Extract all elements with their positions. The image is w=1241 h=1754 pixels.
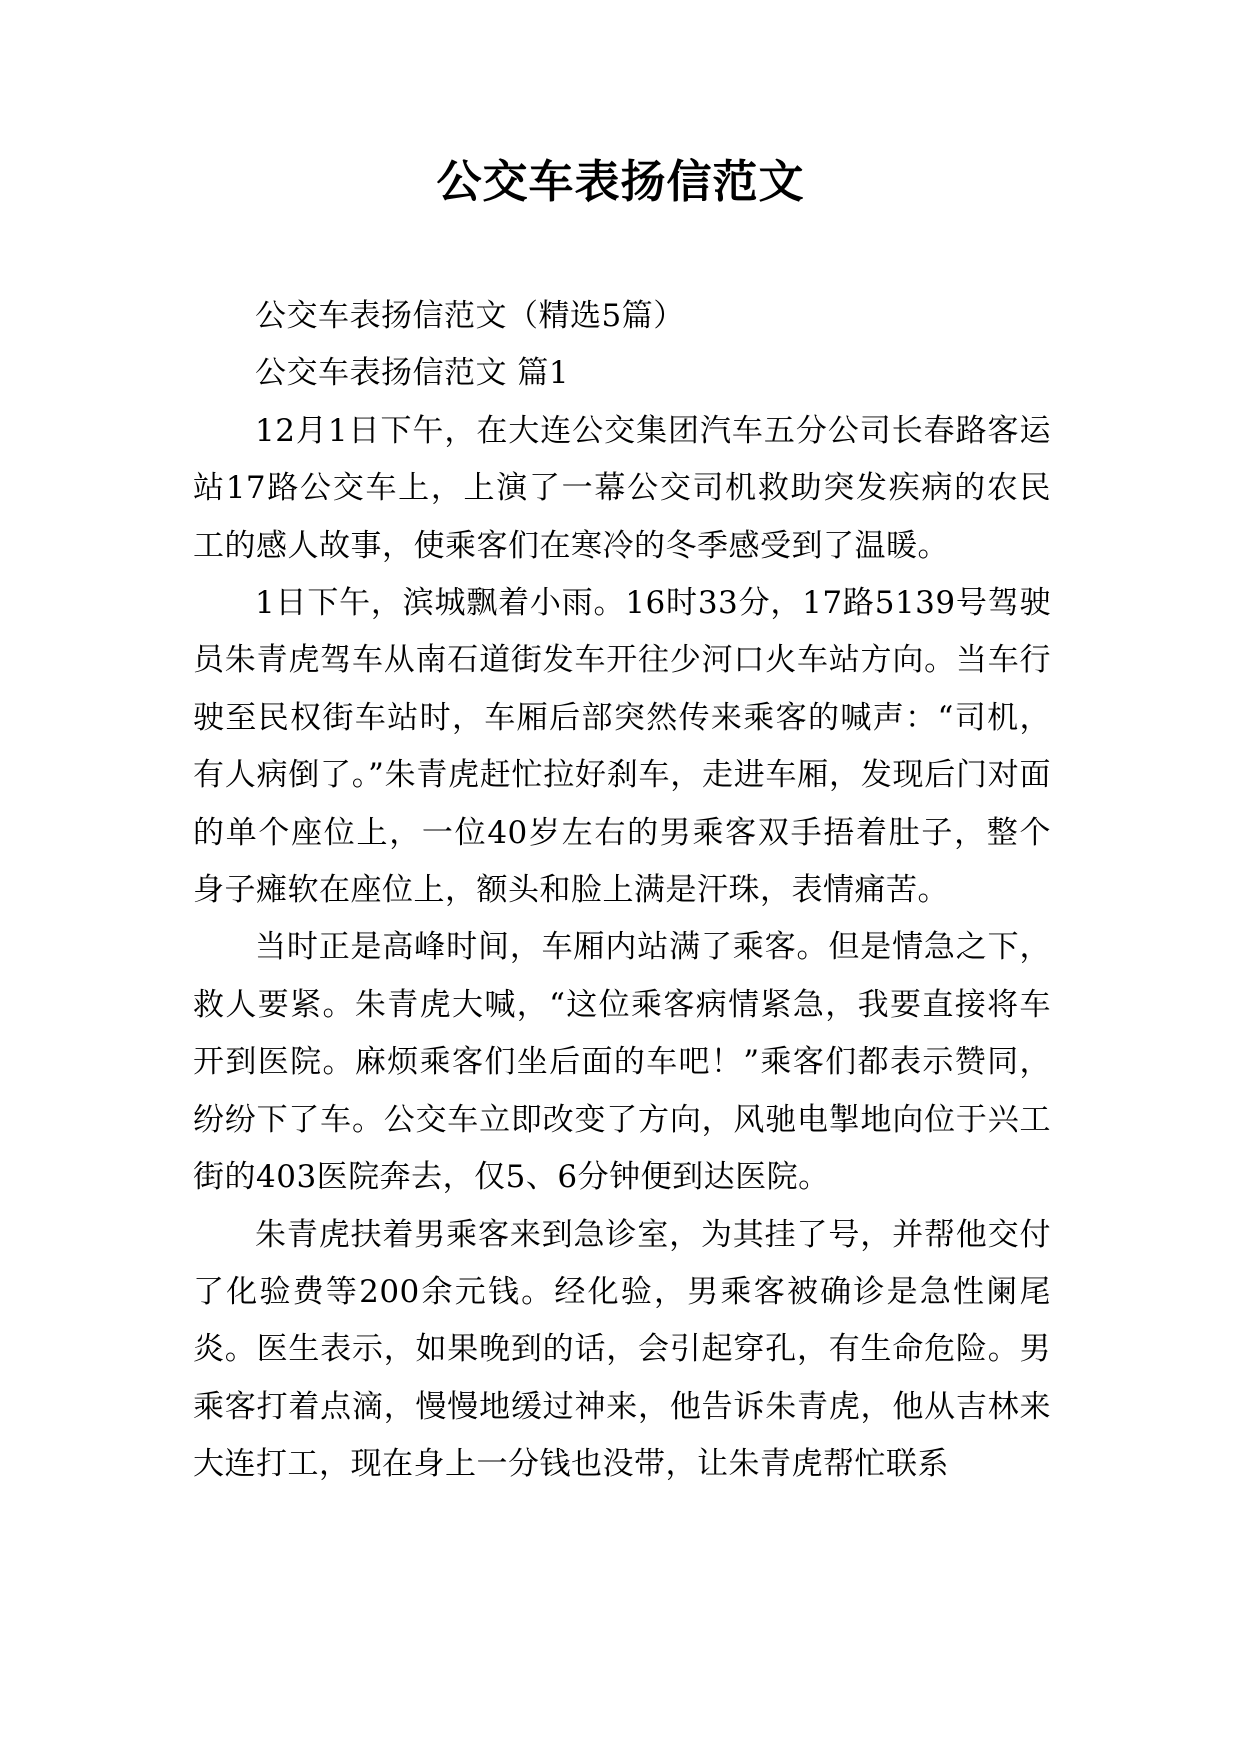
section-heading: 公交车表扬信范文 篇1 xyxy=(255,355,570,392)
document-subtitle: 公交车表扬信范文（精选5篇） xyxy=(255,298,685,334)
paragraph: 12月1日下午，在大连公交集团汽车五分公司长春路客运站17路公交车上，上演了一幕公交司机救助突发疾病的农民工的感人故事，使乘客们在寒冷的冬季感受到了温暖。 xyxy=(193,412,1051,564)
document-body xyxy=(193,288,1051,1494)
paragraph: 朱青虎扶着男乘客来到急诊室，为其挂了号，并帮他交付了化验费等200余元钱。经化验，男乘客被确诊是急性阑尾炎。医生表示，如果晚到的话，会引起穿孔，有生命危险。男乘客打着点滴，慢慢地缓过神来，他告诉朱青虎，他从吉林来大连打工，现在身上一分钱也没带，让朱青虎帮忙联系 xyxy=(193,1216,1051,1483)
paragraph: 当时正是高峰时间，车厢内站满了乘客。但是情急之下，救人要紧。朱青虎大喊，“这位乘客病情紧急，我要直接将车开到医院。麻烦乘客们坐后面的车吧！”乘客们都表示赞同，纷纷下了车。公交车立即改变了方向，风驰电掣地向位于兴工街的403医院奔去，仅5、6分钟便到达医院。 xyxy=(193,929,1051,1196)
document-title: 公交车表扬信范文 xyxy=(436,155,805,208)
paragraph: 1日下午，滨城飘着小雨。16时33分，17路5139号驾驶员朱青虎驾车从南石道街发车开往少河口火车站方向。当车行驶至民权街车站时，车厢后部突然传来乘客的喊声：“司机，有人病倒了。”朱青虎赶忙拉好刹车，走进车厢，发现后门对面的单个座位上，一位40岁左右的男乘客双手捂着肚子，整个身子瘫软在座位上，额头和脸上满是汗珠，表情痛苦。 xyxy=(193,585,1051,909)
